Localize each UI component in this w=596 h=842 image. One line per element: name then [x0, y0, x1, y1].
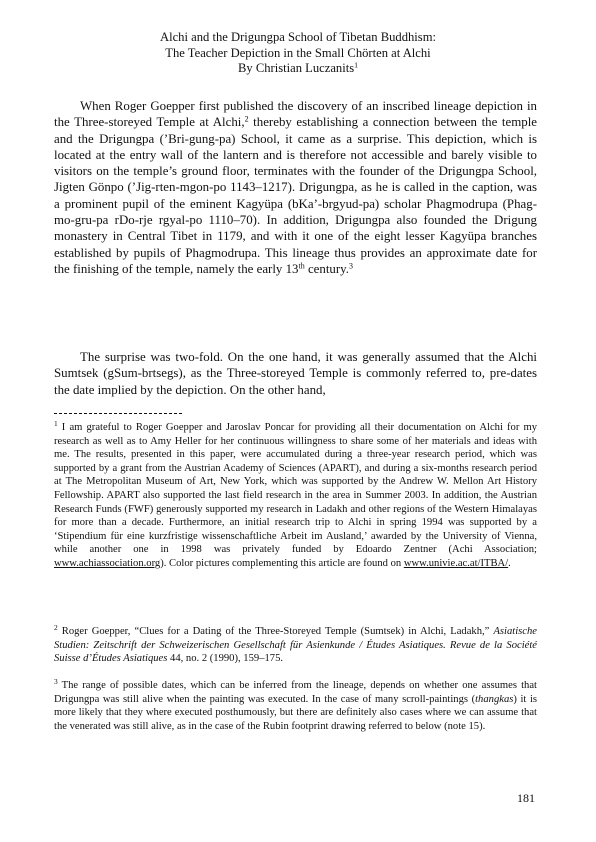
- paragraph-1-text-c: century.: [304, 261, 349, 276]
- footnote-1-text-a: I am grateful to Roger Goepper and Jaroslav Poncar for providing all their documentation on Alchi for my research as well as to Amy Heller for her continuous willingness to share some of her materials and ideas with me. The results, presented in this paper, were accumulated during a three-year research period, which was supported by a grant from the Austrian Academy of Sciences (APART), and during a six-months research period at The Metropolitan Museum of Art, New York, which was supported by the Andrew W. Mellon Art History Fellowship. APART also supported the last field research in the area in Summer 2003. In addition, the Austrian Research Funds (FWF) generously supported my research in Ladakh and other regions of the Western Himalayas for more than a decade. Furthermore, an initial research trip to Alchi in spring 1994 was supported by a ‘Stipendium für eine kurzfristige wissenschaftliche Arbeit im Ausland,’ awarded by the University of Vienna, while another one in 1998 was privately funded by Edoardo Zentner (Achi Association;: [54, 422, 537, 556]
- article-title-block: [60, 30, 536, 77]
- link-univie-itba[interactable]: www.univie.ac.at/ITBA/: [403, 557, 509, 569]
- footnote-2-number: 2: [54, 622, 58, 632]
- paragraph-2-text: The surprise was two-fold. On the one hand, it was generally assumed that the Alchi Sumtsek (gSum-brtsegs), as the Three-storeyed Temple is commonly referred to, pre-dates the date implied by the depiction. On the other hand,: [54, 350, 537, 397]
- footnote-separator: [54, 413, 182, 414]
- author-footnote-marker: 1: [354, 60, 359, 70]
- footnote-2-journal-title: Asiatische Studien: Zeitschrift der Schweizerischen Gesellschaft für Asienkunde / Études Asiatiques. Revue de la Société Suisse d’Études Asiatiques: [54, 626, 537, 665]
- footnote-1-number: 1: [54, 418, 58, 428]
- footnote-ref-2: 2: [244, 114, 249, 124]
- footnote-1: [54, 418, 537, 571]
- footnote-3-number: 3: [54, 676, 58, 686]
- footnote-2: [54, 622, 537, 666]
- author-line: [60, 61, 536, 77]
- footnote-3: [54, 676, 538, 733]
- body-paragraph-2: [54, 349, 537, 398]
- ordinal-suffix: th: [298, 261, 305, 271]
- title-line-1: Alchi and the Drigungpa School of Tibetan Buddhism:: [160, 30, 436, 44]
- paragraph-1-text-b: thereby establishing a connection between the temple and the Drigungpa (’Bri-gung-pa) School, it came as a surprise. This depiction, which is located at the entry wall of the lantern and is therefore not accessible and barely visible to visitors on the temple’s ground floor, terminates with the founder of the Drigungpa School, Jigten Gönpo (’Jig-rten-mgon-po 1143–1217). Drigungpa, as he is called in the caption, was a prominent pupil of the eminent Kagyüpa (bKa’-brgyud-pa) scholar Phagmodrupa (Phag-mo-gru-pa rDo-rje rgyal-po 1110–70). In addition, Drigungpa also founded the Drigung monastery in Central Tibet in 1179, and with it one of the eight lesser Kagyüpa branches established by pupils of Phagmodrupa. This lineage thus provides an approximate date for the finishing of the temple, namely the early 13: [54, 115, 538, 276]
- footnote-2-text-b: 44, no. 2 (1990), 159–175.: [167, 653, 284, 665]
- title-line-2: The Teacher Depiction in the Small Chörten at Alchi: [165, 45, 431, 60]
- author-name: By Christian Luczanits: [237, 61, 355, 75]
- footnote-ref-3: 3: [348, 261, 353, 271]
- footnote-3-term: thangkas: [475, 693, 514, 705]
- footnote-3-text-b: ) it is more likely that they where executed posthumously, but there are definitely also cases where we can assume that the venerated was still alive, as in the case of the Rubin footprint drawing referred to below (note 15).: [54, 693, 538, 732]
- link-achiassociation[interactable]: www.achiassociation.org: [54, 557, 161, 569]
- footnote-3-text-a: The range of possible dates, which can be inferred from the lineage, depends on whether one assumes that Drigungpa was still alive when the painting was executed. In the case of many scroll-paintings (: [54, 680, 537, 705]
- footnote-1-text-c: .: [508, 557, 511, 569]
- paragraph-1-text-a: When Roger Goepper first published the discovery of an inscribed lineage depiction in the Three-storeyed Temple at Alchi,: [54, 99, 537, 130]
- body-paragraph-1: [54, 98, 537, 277]
- page-number: 181: [517, 791, 535, 805]
- footnote-2-text-a: Roger Goepper, “Clues for a Dating of the Three-Storeyed Temple (Sumtsek) in Alchi, Ladakh,”: [57, 626, 494, 637]
- footnote-1-text-b: ). Color pictures complementing this article are found on: [160, 557, 404, 569]
